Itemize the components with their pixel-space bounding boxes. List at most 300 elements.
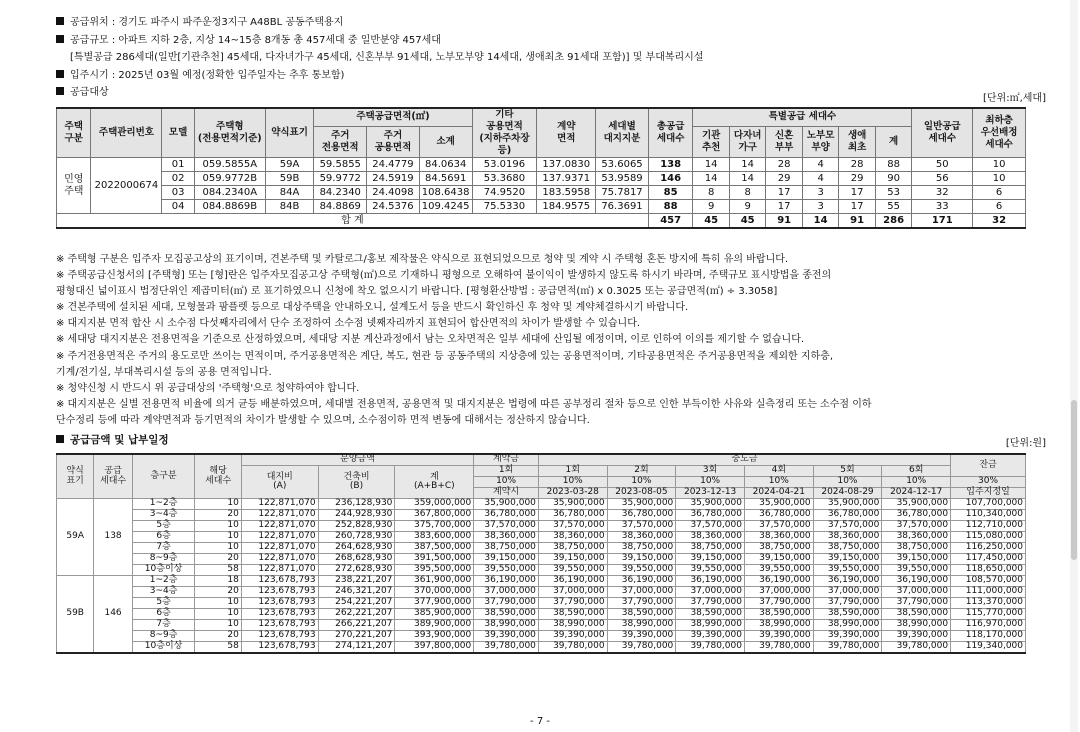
cell-living: 84.2340 [314, 186, 367, 200]
cell-balance: 115,770,000 [951, 609, 1026, 620]
cell-floor: 7층 [132, 543, 195, 554]
overview-line [56, 84, 1046, 102]
cell-living: 84.8869 [314, 200, 367, 214]
overview-line [56, 49, 1046, 67]
col-mgmt-no: 주택관리번호 [91, 108, 162, 158]
mgmt-number: 2022000674 [91, 158, 162, 214]
cell-newly: 28 [766, 158, 802, 172]
cell-middle: 38,750,000 [607, 543, 676, 554]
bullet-square-icon [56, 87, 64, 95]
cell-contract: 183.5958 [537, 186, 596, 200]
cell-total: 387,500,000 [395, 543, 474, 554]
cell-land: 122,871,070 [241, 543, 318, 554]
total-inst: 45 [693, 214, 729, 229]
cell-units: 10 [195, 598, 241, 609]
cell-middle: 38,590,000 [607, 609, 676, 620]
cell-common: 24.4779 [367, 158, 420, 172]
cell-middle: 38,750,000 [744, 543, 813, 554]
overview-line [56, 14, 1046, 32]
cell-middle: 39,390,000 [538, 631, 607, 642]
cell-house_type: 059.9772B [194, 172, 265, 186]
col-balance: 잔금 [951, 454, 1026, 477]
cell-lowest: 6 [973, 186, 1026, 200]
cell-middle: 38,360,000 [813, 532, 882, 543]
cell-middle: 37,000,000 [538, 587, 607, 598]
col-contract-area: 계약 면적 [537, 108, 596, 158]
cell-middle: 38,990,000 [813, 620, 882, 631]
cell-middle: 39,150,000 [676, 554, 745, 565]
col-middle-round: 6회 [882, 466, 951, 477]
cell-building: 262,221,207 [318, 609, 395, 620]
cell-units: 10 [195, 620, 241, 631]
col-middle-date: 2023-08-05 [607, 488, 676, 499]
overview-text: 공급대상 [70, 87, 109, 99]
cell-floor: 3~4층 [132, 587, 195, 598]
bullet-square-icon [56, 35, 64, 43]
col-balance-date: 입주지정일 [951, 488, 1026, 499]
col-deposit: 계약금 [474, 454, 539, 466]
col-middle-round: 5회 [813, 466, 882, 477]
cell-middle: 38,360,000 [676, 532, 745, 543]
cell-contract: 137.9371 [537, 172, 596, 186]
cell-floor: 6층 [132, 609, 195, 620]
cell-middle: 38,590,000 [538, 609, 607, 620]
price-schedule-table [56, 453, 1026, 654]
cell-middle: 37,570,000 [676, 521, 745, 532]
cell-middle: 36,780,000 [607, 510, 676, 521]
overview-line [56, 32, 1046, 50]
section-title-text: 공급금액 및 납부일정 [70, 434, 169, 446]
col-sign: 약식표기 [265, 108, 314, 158]
cell-total: 375,700,000 [395, 521, 474, 532]
cell-deposit: 38,590,000 [474, 609, 539, 620]
col-middle-date: 2024-12-17 [882, 488, 951, 499]
price-row [57, 521, 1026, 532]
cell-floor: 6층 [132, 532, 195, 543]
price-row [57, 576, 1026, 587]
cell-multi: 14 [729, 158, 765, 172]
cell-first: 28 [839, 158, 875, 172]
cell-units: 10 [195, 499, 241, 510]
cell-living: 59.5855 [314, 158, 367, 172]
col-special-supply: 특별공급 세대수 [693, 108, 912, 126]
cell-floor: 7층 [132, 620, 195, 631]
col-deposit-round: 1회 [474, 466, 539, 477]
cell-middle: 37,790,000 [538, 598, 607, 609]
cell-land: 123,678,793 [241, 642, 318, 654]
cell-other: 53.0196 [472, 158, 537, 172]
supply-target-table [56, 107, 1026, 229]
cell-middle: 37,000,000 [607, 587, 676, 598]
cell-other: 75.5330 [472, 200, 537, 214]
cell-deposit: 39,550,000 [474, 565, 539, 576]
cell-total: 389,900,000 [395, 620, 474, 631]
cell-middle: 36,190,000 [538, 576, 607, 587]
col-middle-round: 2회 [607, 466, 676, 477]
col-other-area: 기타 공용면적 (지하주차장 등) [472, 108, 537, 158]
col-deposit-date: 계약시 [474, 488, 539, 499]
cell-middle: 39,780,000 [676, 642, 745, 654]
cell-balance: 119,340,000 [951, 642, 1026, 654]
overview-text: 입주시기 : 2025년 03월 예정(정확한 입주일자는 추후 통보함) [70, 69, 345, 81]
cell-middle: 39,390,000 [744, 631, 813, 642]
supply-total-row [57, 214, 1026, 229]
note-line: ※ 대지지분은 실별 전용면적 비율에 의거 균등 배분하였으며, 세대별 전용면적, 공용면적 및 대지지분은 법령에 따른 공부정리 절차 등으로 인한 부득이한 사유와 실측정리 또는 소수점 이하 [56, 398, 872, 410]
cell-building: 270,221,207 [318, 631, 395, 642]
cell-balance: 112,710,000 [951, 521, 1026, 532]
cell-total: 370,000,000 [395, 587, 474, 598]
cell-middle: 38,990,000 [676, 620, 745, 631]
cell-middle: 39,150,000 [813, 554, 882, 565]
cell-middle: 39,550,000 [882, 565, 951, 576]
cell-units: 58 [195, 642, 241, 654]
cell-subtotal: 108.6438 [419, 186, 472, 200]
supply-unit-label: [단위:㎡,세대] [983, 93, 1046, 104]
col-middle-round: 1회 [538, 466, 607, 477]
col-sum: 계 [875, 126, 912, 157]
cell-units: 10 [195, 609, 241, 620]
cell-middle: 38,360,000 [538, 532, 607, 543]
cell-deposit: 37,790,000 [474, 598, 539, 609]
col-middle-date: 2024-08-29 [813, 488, 882, 499]
cell-land: 122,871,070 [241, 565, 318, 576]
cell-building: 244,928,930 [318, 510, 395, 521]
total-multi: 45 [729, 214, 765, 229]
cell-middle: 38,360,000 [607, 532, 676, 543]
cell-units: 20 [195, 587, 241, 598]
group-supply: 138 [94, 499, 132, 576]
cell-middle: 35,900,000 [813, 499, 882, 510]
col-house-type: 주택형 (전용면적기준) [194, 108, 265, 158]
cell-middle: 39,150,000 [744, 554, 813, 565]
overview-text: [특별공급 286세대(일반[기관추천] 45세대, 다자녀가구 45세대, 신혼부부 91세대, 노부모부양 14세대, 생애최초 91세대 포함)] 및 부대복리시설 [70, 52, 704, 64]
cell-elder: 3 [802, 200, 838, 214]
cell-middle: 39,780,000 [882, 642, 951, 654]
cell-elder: 3 [802, 186, 838, 200]
cell-middle: 35,900,000 [538, 499, 607, 510]
cell-house_type: 084.8869B [194, 200, 265, 214]
col-building-price: 건축비 (B) [318, 466, 395, 499]
cell-units: 20 [195, 554, 241, 565]
cell-building: 246,321,207 [318, 587, 395, 598]
total-general: 171 [912, 214, 973, 229]
cell-balance: 118,650,000 [951, 565, 1026, 576]
note-line: ※ 세대당 대지지분은 전용면적을 기준으로 산정하였으며, 세대당 지분 계산과정에서 남는 오차면적은 일부 세대에 산입될 예정이며, 이로 인하여 이의를 제기할 수 없습니다. [56, 334, 805, 346]
cell-total: 391,500,000 [395, 554, 474, 565]
cell-land: 123,678,793 [241, 609, 318, 620]
price-row [57, 642, 1026, 654]
cell-land: 122,871,070 [241, 521, 318, 532]
cell-building: 260,728,930 [318, 532, 395, 543]
cell-building: 266,221,207 [318, 620, 395, 631]
bullet-square-icon [56, 70, 64, 78]
group-sign: 59A [57, 499, 94, 576]
cell-total: 146 [648, 172, 693, 186]
cell-middle: 37,570,000 [813, 521, 882, 532]
cell-other: 74.9520 [472, 186, 537, 200]
supply-row [57, 186, 1026, 200]
cell-deposit: 36,190,000 [474, 576, 539, 587]
cell-house_type: 084.2340A [194, 186, 265, 200]
cell-building: 254,221,207 [318, 598, 395, 609]
note-line: 평형대신 넓이표시 법정단위인 제곱미터(㎡) 로 표기하였으니 신청에 착오 없으시기 바랍니다. [평형환산방법 : 공급면적(㎡) x 0.3025 또는 공급면적(㎡) ÷ 3.3058] [56, 286, 778, 298]
cell-middle: 36,190,000 [607, 576, 676, 587]
cell-middle: 39,150,000 [538, 554, 607, 565]
col-units: 해당 세대수 [195, 454, 241, 499]
cell-subtotal: 109.4245 [419, 200, 472, 214]
cell-balance: 108,570,000 [951, 576, 1026, 587]
cell-middle: 38,590,000 [676, 609, 745, 620]
note-line: ※ 주택공급신청서의 [주택형] 또는 [형]란은 입주자모집공고상 주택형(㎡)으로 기재하니 평형으로 오해하여 불이익이 발생하지 않도록 하시기 바라며, 주택규모 표시방법을 종전의 [56, 270, 832, 282]
overview-text: 공급규모 : 아파트 지하 2층, 지상 14~15층 8개동 총 457세대 중 일반분양 457세대 [70, 34, 441, 46]
cell-sign: 59A [265, 158, 314, 172]
col-land-price: 대지비 (A) [241, 466, 318, 499]
cell-sum: 90 [875, 172, 912, 186]
price-unit-label: [단위:원] [1005, 438, 1046, 449]
col-lowest-floor: 최하층 우선배정 세대수 [973, 108, 1026, 158]
supply-row [57, 200, 1026, 214]
cell-units: 10 [195, 532, 241, 543]
cell-land: 122,871,070 [241, 554, 318, 565]
cell-deposit: 36,780,000 [474, 510, 539, 521]
cell-model: 04 [162, 200, 194, 214]
cell-deposit: 38,750,000 [474, 543, 539, 554]
cell-general: 56 [912, 172, 973, 186]
col-newly: 신혼 부부 [766, 126, 802, 157]
cell-middle: 35,900,000 [882, 499, 951, 510]
cell-subtotal: 84.0634 [419, 158, 472, 172]
house-category: 민영 주택 [57, 158, 91, 214]
scrollbar-thumb[interactable] [1071, 400, 1077, 560]
cell-floor: 8~9층 [132, 554, 195, 565]
cell-total: 138 [648, 158, 693, 172]
cell-middle: 39,550,000 [744, 565, 813, 576]
cell-middle: 38,750,000 [538, 543, 607, 554]
cell-deposit: 35,900,000 [474, 499, 539, 510]
price-row [57, 499, 1026, 510]
overview-text: 공급위치 : 경기도 파주시 파주운정3지구 A48BL 공동주택용지 [70, 17, 344, 28]
cell-units: 58 [195, 565, 241, 576]
col-supply-area: 주택공급면적(㎡) [314, 108, 472, 126]
cell-building: 272,628,930 [318, 565, 395, 576]
col-middle-pct: 10% [744, 477, 813, 488]
col-deposit-pct: 10% [474, 477, 539, 488]
cell-land: 123,678,793 [241, 631, 318, 642]
cell-balance: 113,370,000 [951, 598, 1026, 609]
section-title-price [56, 432, 169, 447]
cell-units: 10 [195, 521, 241, 532]
cell-lowest: 10 [973, 172, 1026, 186]
cell-multi: 8 [729, 186, 765, 200]
cell-multi: 14 [729, 172, 765, 186]
cell-living: 59.9772 [314, 172, 367, 186]
price-row [57, 543, 1026, 554]
cell-sum: 53 [875, 186, 912, 200]
cell-units: 20 [195, 631, 241, 642]
col-total-supply: 총공급 세대수 [648, 108, 693, 158]
cell-sign: 84B [265, 200, 314, 214]
col-supply-units: 공급 세대수 [94, 454, 132, 499]
cell-elder: 4 [802, 158, 838, 172]
cell-first: 17 [839, 186, 875, 200]
cell-total: 383,600,000 [395, 532, 474, 543]
cell-units: 20 [195, 510, 241, 521]
cell-deposit: 39,780,000 [474, 642, 539, 654]
col-house-category: 주택 구분 [57, 108, 91, 158]
cell-middle: 39,390,000 [676, 631, 745, 642]
cell-middle: 36,780,000 [813, 510, 882, 521]
scrollbar-track[interactable] [1070, 0, 1078, 732]
total-label: 합 계 [57, 214, 649, 229]
cell-middle: 37,570,000 [607, 521, 676, 532]
notes-list [56, 252, 1046, 429]
cell-land: 53.9589 [596, 172, 649, 186]
cell-multi: 9 [729, 200, 765, 214]
cell-middle: 38,990,000 [607, 620, 676, 631]
cell-model: 01 [162, 158, 194, 172]
cell-first: 29 [839, 172, 875, 186]
cell-middle: 39,550,000 [676, 565, 745, 576]
cell-sum: 88 [875, 158, 912, 172]
cell-middle: 38,750,000 [882, 543, 951, 554]
cell-inst: 9 [693, 200, 729, 214]
cell-total: 88 [648, 200, 693, 214]
bullet-square-icon [56, 435, 64, 443]
supply-row [57, 158, 1026, 172]
cell-newly: 17 [766, 200, 802, 214]
cell-total: 377,900,000 [395, 598, 474, 609]
cell-middle: 37,000,000 [744, 587, 813, 598]
cell-middle: 37,000,000 [882, 587, 951, 598]
total-sum: 286 [875, 214, 912, 229]
cell-middle: 36,780,000 [676, 510, 745, 521]
price-row [57, 609, 1026, 620]
price-row [57, 587, 1026, 598]
cell-middle: 38,990,000 [744, 620, 813, 631]
cell-total: 385,900,000 [395, 609, 474, 620]
cell-middle: 37,570,000 [538, 521, 607, 532]
col-middle-round: 3회 [676, 466, 745, 477]
cell-common: 24.5919 [367, 172, 420, 186]
cell-middle: 38,750,000 [676, 543, 745, 554]
cell-middle: 37,000,000 [813, 587, 882, 598]
col-sign: 약식 표기 [57, 454, 94, 499]
total-total: 457 [648, 214, 693, 229]
cell-floor: 1~2층 [132, 576, 195, 587]
cell-middle: 38,360,000 [744, 532, 813, 543]
cell-middle: 39,780,000 [744, 642, 813, 654]
cell-total: 395,500,000 [395, 565, 474, 576]
cell-units: 18 [195, 576, 241, 587]
col-model: 모델 [162, 108, 194, 158]
cell-total: 393,900,000 [395, 631, 474, 642]
total-first: 91 [839, 214, 875, 229]
note-line: ※ 청약신청 시 반드시 위 공급대상의 '주택형'으로 청약하여야 합니다. [56, 382, 360, 394]
cell-total: 359,000,000 [395, 499, 474, 510]
cell-middle: 36,190,000 [813, 576, 882, 587]
cell-deposit: 37,570,000 [474, 521, 539, 532]
cell-deposit: 39,150,000 [474, 554, 539, 565]
col-land-share: 세대별 대지지분 [596, 108, 649, 158]
col-inst: 기관 추천 [693, 126, 729, 157]
cell-deposit: 39,390,000 [474, 631, 539, 642]
cell-balance: 115,080,000 [951, 532, 1026, 543]
cell-middle: 39,150,000 [607, 554, 676, 565]
cell-balance: 117,450,000 [951, 554, 1026, 565]
col-total-price: 계 (A+B+C) [395, 466, 474, 499]
cell-middle: 39,780,000 [538, 642, 607, 654]
cell-first: 17 [839, 200, 875, 214]
cell-general: 32 [912, 186, 973, 200]
cell-model: 03 [162, 186, 194, 200]
cell-total: 85 [648, 186, 693, 200]
supply-row [57, 172, 1026, 186]
cell-middle: 38,360,000 [882, 532, 951, 543]
cell-middle: 36,780,000 [538, 510, 607, 521]
cell-model: 02 [162, 172, 194, 186]
note-line: ※ 주택형 구분은 입주자 모집공고상의 표기이며, 견본주택 및 카탈로그/홍보 제작물은 약식으로 표현되었으므로 청약 및 계약 시 주택형 혼돈 방지에 특히 유의 바랍니다. [56, 254, 789, 265]
cell-middle: 39,390,000 [813, 631, 882, 642]
cell-inst: 8 [693, 186, 729, 200]
price-row [57, 510, 1026, 521]
cell-middle: 38,590,000 [882, 609, 951, 620]
cell-contract: 184.9575 [537, 200, 596, 214]
cell-land: 122,871,070 [241, 499, 318, 510]
cell-floor: 8~9층 [132, 631, 195, 642]
cell-middle: 37,000,000 [676, 587, 745, 598]
cell-balance: 116,970,000 [951, 620, 1026, 631]
cell-middle: 39,550,000 [538, 565, 607, 576]
total-newly: 91 [766, 214, 802, 229]
cell-sum: 55 [875, 200, 912, 214]
cell-middle: 39,390,000 [882, 631, 951, 642]
col-multi: 다자녀 가구 [729, 126, 765, 157]
cell-general: 50 [912, 158, 973, 172]
price-row [57, 565, 1026, 576]
cell-balance: 118,170,000 [951, 631, 1026, 642]
col-middle-pct: 10% [676, 477, 745, 488]
cell-middle: 38,990,000 [538, 620, 607, 631]
cell-floor: 5층 [132, 598, 195, 609]
cell-balance: 111,000,000 [951, 587, 1026, 598]
cell-inst: 14 [693, 172, 729, 186]
cell-balance: 107,700,000 [951, 499, 1026, 510]
cell-newly: 17 [766, 186, 802, 200]
note-line: 단수정리 등에 따라 계약면적과 등기면적의 차이가 발생할 수 있으며, 소수점이하 면적 변동에 대해서는 정산하지 않습니다. [56, 414, 590, 426]
price-row [57, 554, 1026, 565]
note-line: ※ 견본주택에 설치된 세대, 모형물과 팜플렛 등으로 대상주택을 안내하오니, 설계도서 등을 반드시 확인하신 후 청약 및 계약체결하시기 바랍니다. [56, 302, 689, 314]
cell-floor: 1~2층 [132, 499, 195, 510]
cell-middle: 37,790,000 [882, 598, 951, 609]
price-row [57, 598, 1026, 609]
cell-house_type: 059.5855A [194, 158, 265, 172]
note-line: ※ 주거전용면적은 주거의 용도로만 쓰이는 면적이며, 주거공용면적은 계단, 복도, 현관 등 공동주택의 지상층에 있는 공용면적이며, 기타공용면적은 주거공용면적을 제외한 지하층, [56, 350, 834, 362]
col-middle-pct: 10% [538, 477, 607, 488]
col-middle-pct: 10% [607, 477, 676, 488]
price-row [57, 532, 1026, 543]
total-elder: 14 [802, 214, 838, 229]
cell-balance: 116,250,000 [951, 543, 1026, 554]
cell-building: 236,128,930 [318, 499, 395, 510]
total-lowest: 32 [973, 214, 1026, 229]
cell-middle: 36,780,000 [882, 510, 951, 521]
cell-middle: 38,750,000 [813, 543, 882, 554]
cell-land: 122,871,070 [241, 532, 318, 543]
col-balance-pct: 30% [951, 477, 1026, 488]
col-middle-pct: 10% [813, 477, 882, 488]
cell-middle: 37,790,000 [813, 598, 882, 609]
cell-middle: 35,900,000 [744, 499, 813, 510]
